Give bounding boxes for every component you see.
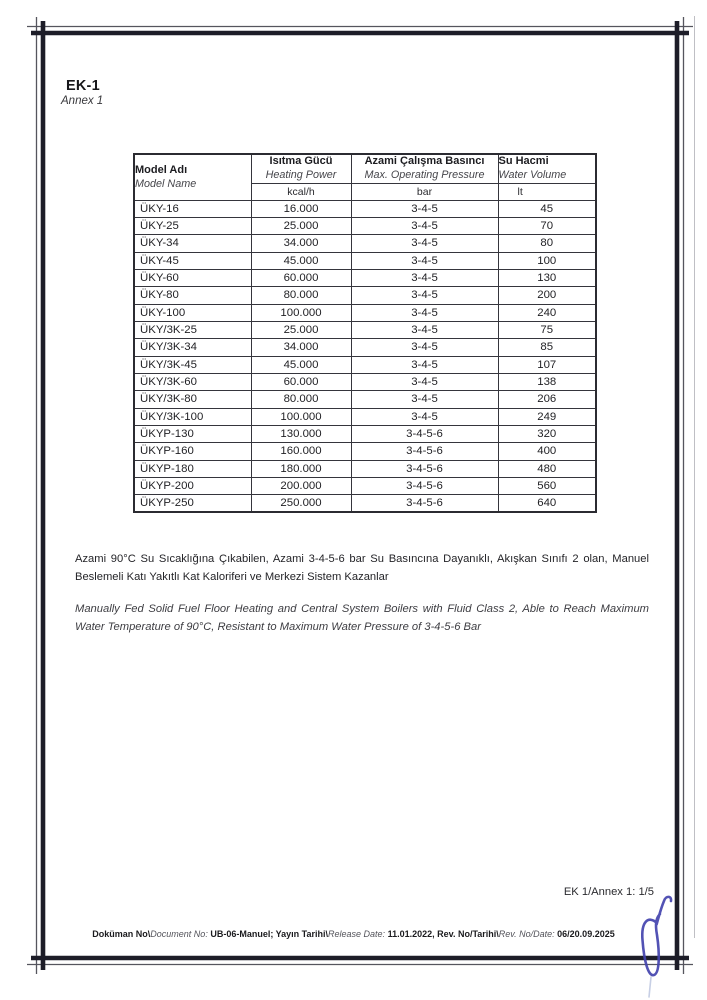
cell-model: ÜKYP-130 (134, 425, 251, 442)
cell-pressure: 3-4-5 (351, 200, 498, 217)
header-model (134, 154, 251, 200)
unit-power: kcal/h (251, 183, 351, 200)
cell-pressure: 3-4-5 (351, 235, 498, 252)
cell-volume: 400 (498, 443, 596, 460)
cell-volume: 640 (498, 495, 596, 512)
doc-no-value: UB-06-Manuel; Yayın Tarihi\ (207, 929, 329, 939)
cell-power: 180.000 (251, 460, 351, 477)
rev-label-en: Rev. No/Date: (498, 929, 555, 939)
header-power-en: Heating Power (265, 169, 337, 182)
release-date-value: 11.01.2022, Rev. No/Tarihi\ (385, 929, 499, 939)
cell-power: 80.000 (251, 391, 351, 408)
cell-model: ÜKYP-180 (134, 460, 251, 477)
boiler-models-table (133, 153, 597, 513)
cell-volume: 130 (498, 269, 596, 286)
cell-pressure: 3-4-5 (351, 391, 498, 408)
table-row (134, 425, 596, 442)
table-row (134, 269, 596, 286)
cell-power: 16.000 (251, 200, 351, 217)
cell-power: 100.000 (251, 304, 351, 321)
cell-power: 45.000 (251, 356, 351, 373)
header-model-tr: Model Adı (135, 163, 188, 176)
cell-volume: 107 (498, 356, 596, 373)
cell-volume: 560 (498, 478, 596, 495)
cell-model: ÜKY-80 (134, 287, 251, 304)
cell-power: 130.000 (251, 425, 351, 442)
cell-power: 25.000 (251, 217, 351, 234)
cell-model: ÜKY/3K-45 (134, 356, 251, 373)
cell-power: 250.000 (251, 495, 351, 512)
cell-pressure: 3-4-5 (351, 269, 498, 286)
cell-volume: 200 (498, 287, 596, 304)
cell-volume: 240 (498, 304, 596, 321)
cell-model: ÜKY/3K-34 (134, 339, 251, 356)
unit-volume: lt (498, 183, 596, 200)
cell-volume: 206 (498, 391, 596, 408)
cell-model: ÜKYP-160 (134, 443, 251, 460)
table-row (134, 460, 596, 477)
table-row (134, 217, 596, 234)
cell-pressure: 3-4-5-6 (351, 495, 498, 512)
table-row (134, 443, 596, 460)
cell-model: ÜKY/3K-100 (134, 408, 251, 425)
table-row (134, 339, 596, 356)
table-header (134, 154, 596, 200)
cell-pressure: 3-4-5 (351, 321, 498, 338)
header-pressure-tr: Azami Çalışma Basıncı (364, 155, 485, 168)
header-power-tr: Isıtma Gücü (269, 155, 333, 168)
cell-volume: 100 (498, 252, 596, 269)
cell-model: ÜKYP-200 (134, 478, 251, 495)
table-row (134, 495, 596, 512)
cell-model: ÜKY-16 (134, 200, 251, 217)
document-info-line (92, 929, 614, 939)
cell-model: ÜKY/3K-25 (134, 321, 251, 338)
cell-power: 34.000 (251, 235, 351, 252)
cell-pressure: 3-4-5-6 (351, 425, 498, 442)
cell-model: ÜKY/3K-60 (134, 373, 251, 390)
cell-model: ÜKY-34 (134, 235, 251, 252)
table-row (134, 252, 596, 269)
cell-power: 160.000 (251, 443, 351, 460)
cell-power: 25.000 (251, 321, 351, 338)
cell-pressure: 3-4-5 (351, 339, 498, 356)
cell-pressure: 3-4-5 (351, 373, 498, 390)
unit-pressure: bar (351, 183, 498, 200)
table-body (134, 200, 596, 512)
cell-volume: 45 (498, 200, 596, 217)
cell-volume: 85 (498, 339, 596, 356)
header-pressure (351, 154, 498, 183)
cell-power: 100.000 (251, 408, 351, 425)
cell-volume: 70 (498, 217, 596, 234)
cell-model: ÜKY-60 (134, 269, 251, 286)
cell-model: ÜKYP-250 (134, 495, 251, 512)
cell-pressure: 3-4-5 (351, 408, 498, 425)
cell-power: 80.000 (251, 287, 351, 304)
table-row (134, 200, 596, 217)
cell-volume: 138 (498, 373, 596, 390)
cell-volume: 80 (498, 235, 596, 252)
heading-title: EK-1 (66, 78, 100, 94)
table-row (134, 373, 596, 390)
cell-power: 34.000 (251, 339, 351, 356)
cell-model: ÜKY/3K-80 (134, 391, 251, 408)
table-row (134, 408, 596, 425)
cell-volume: 480 (498, 460, 596, 477)
table-row (134, 356, 596, 373)
cell-volume: 249 (498, 408, 596, 425)
cell-pressure: 3-4-5 (351, 304, 498, 321)
rev-value: 06/20.09.2025 (554, 929, 615, 939)
cell-pressure: 3-4-5 (351, 252, 498, 269)
doc-no-label-tr: Doküman No\ (92, 929, 151, 939)
cell-pressure: 3-4-5 (351, 217, 498, 234)
cell-model: ÜKY-45 (134, 252, 251, 269)
header-volume-tr: Su Hacmi (498, 155, 549, 168)
cell-volume: 320 (498, 425, 596, 442)
table-row (134, 391, 596, 408)
header-power (251, 154, 351, 183)
heading-subtitle: Annex 1 (61, 95, 104, 107)
cell-power: 45.000 (251, 252, 351, 269)
table-row (134, 321, 596, 338)
cell-pressure: 3-4-5-6 (351, 443, 498, 460)
release-date-label-en: Release Date: (328, 929, 386, 939)
table-row (134, 478, 596, 495)
cell-pressure: 3-4-5 (351, 287, 498, 304)
table-row (134, 304, 596, 321)
page-number-label: EK 1/Annex 1: 1/5 (563, 886, 654, 898)
cell-model: ÜKY-25 (134, 217, 251, 234)
table-row (134, 235, 596, 252)
paragraph-turkish: Azami 90°C Su Sıcaklığına Çıkabilen, Azami 3-4-5-6 bar Su Basıncına Dayanıklı, Akışkan Sınıfı 2 olan, Manuel Beslemeli Katı Yakıtlı Kat Kaloriferi ve Merkezi Sistem Kazanlar (75, 553, 649, 583)
header-volume (498, 154, 596, 183)
cell-power: 60.000 (251, 269, 351, 286)
doc-no-label-en: Document No: (150, 929, 208, 939)
cell-power: 60.000 (251, 373, 351, 390)
cell-power: 200.000 (251, 478, 351, 495)
header-model-en: Model Name (135, 177, 197, 190)
cell-pressure: 3-4-5-6 (351, 460, 498, 477)
cell-volume: 75 (498, 321, 596, 338)
cell-pressure: 3-4-5-6 (351, 478, 498, 495)
table-row (134, 287, 596, 304)
paragraph-english: Manually Fed Solid Fuel Floor Heating and Central System Boilers with Fluid Class 2, Able to Reach Maximum Water Temperature of 90°C, Resistant to Maximum Water Pressure of 3-4-5-6 Bar (75, 603, 649, 633)
header-pressure-en: Max. Operating Pressure (364, 169, 485, 182)
header-volume-en: Water Volume (498, 169, 567, 182)
cell-pressure: 3-4-5 (351, 356, 498, 373)
cell-model: ÜKY-100 (134, 304, 251, 321)
